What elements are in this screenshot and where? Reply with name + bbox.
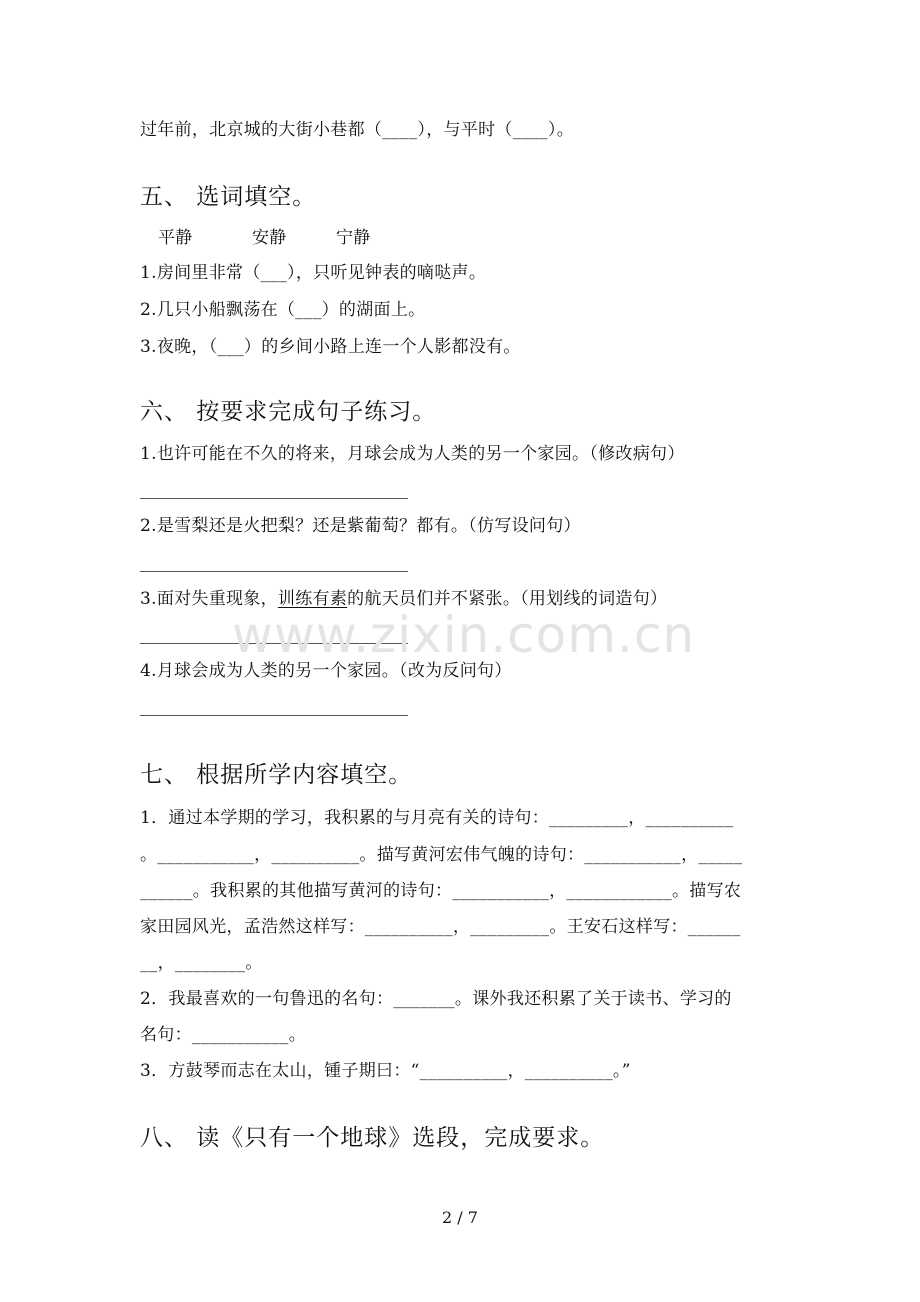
page-number: 2 / 7 (442, 1208, 478, 1227)
item-3-suffix: 的航天员们并不紧张。（用划线的词造句） (347, 589, 668, 609)
section-5-item-3: 3.夜晚，（___）的乡间小路上连一个人影都没有。 (140, 337, 521, 357)
section-6-item-1: 1.也许可能在不久的将来，月球会成为人类的另一个家园。（修改病句） (140, 444, 685, 464)
top-line: 过年前，北京城的大街小巷都（____），与平时（____）。 (140, 120, 574, 140)
section-6-item-2: 2.是雪梨还是火把梨？还是紫葡萄？都有。（仿写设问句） (140, 516, 581, 536)
section-8-heading: 八、 读《只有一个地球》选段，完成要求。 (140, 1125, 605, 1151)
word-option-1: 平静 (158, 228, 193, 248)
section-7-line-2: 。___________，__________。描写黄河宏伟气魄的诗句：___________，_____ (140, 845, 743, 865)
word-option-2: 安静 (252, 228, 287, 248)
answer-line-1[interactable] (140, 498, 408, 499)
section-7-line-7: 名句：___________。 (140, 1025, 306, 1045)
watermark: www.zixin.com.cn (232, 606, 696, 664)
section-7-line-8: 3．方鼓琴而志在太山，锺子期曰：“__________，__________。” (140, 1061, 631, 1081)
answer-line-4[interactable] (140, 715, 408, 716)
section-7-line-6: 2．我最喜欢的一句鲁迅的名句：_______。课外我还积累了关于读书、学习的 (140, 989, 732, 1009)
section-5-item-1: 1.房间里非常（___），只听见钟表的嘀哒声。 (140, 263, 487, 283)
underlined-word: 训练有素 (277, 589, 348, 609)
section-7-line-1: 1．通过本学期的学习，我积累的与月亮有关的诗句：_________，__________ (140, 808, 734, 828)
section-7-line-5: __，________。 (140, 953, 263, 973)
answer-line-2[interactable] (140, 571, 408, 572)
section-6-heading: 六、 按要求完成句子练习。 (140, 399, 437, 425)
section-5-item-2: 2.几只小船飘荡在（___）的湖面上。 (140, 300, 426, 320)
section-6-item-4: 4.月球会成为人类的另一个家园。（改为反问句） (140, 661, 512, 681)
section-5-heading: 五、 选词填空。 (140, 184, 317, 210)
item-3-prefix: 3.面对失重现象， (140, 589, 278, 609)
section-7-heading: 七、 根据所学内容填空。 (140, 762, 413, 788)
section-7-line-4: 家田园风光，孟浩然这样写：__________，_________。王安石这样写：______ (140, 917, 741, 937)
section-7-line-3: ______。我积累的其他描写黄河的诗句：___________，____________。描写农 (140, 881, 742, 901)
word-option-3: 宁静 (336, 228, 371, 248)
